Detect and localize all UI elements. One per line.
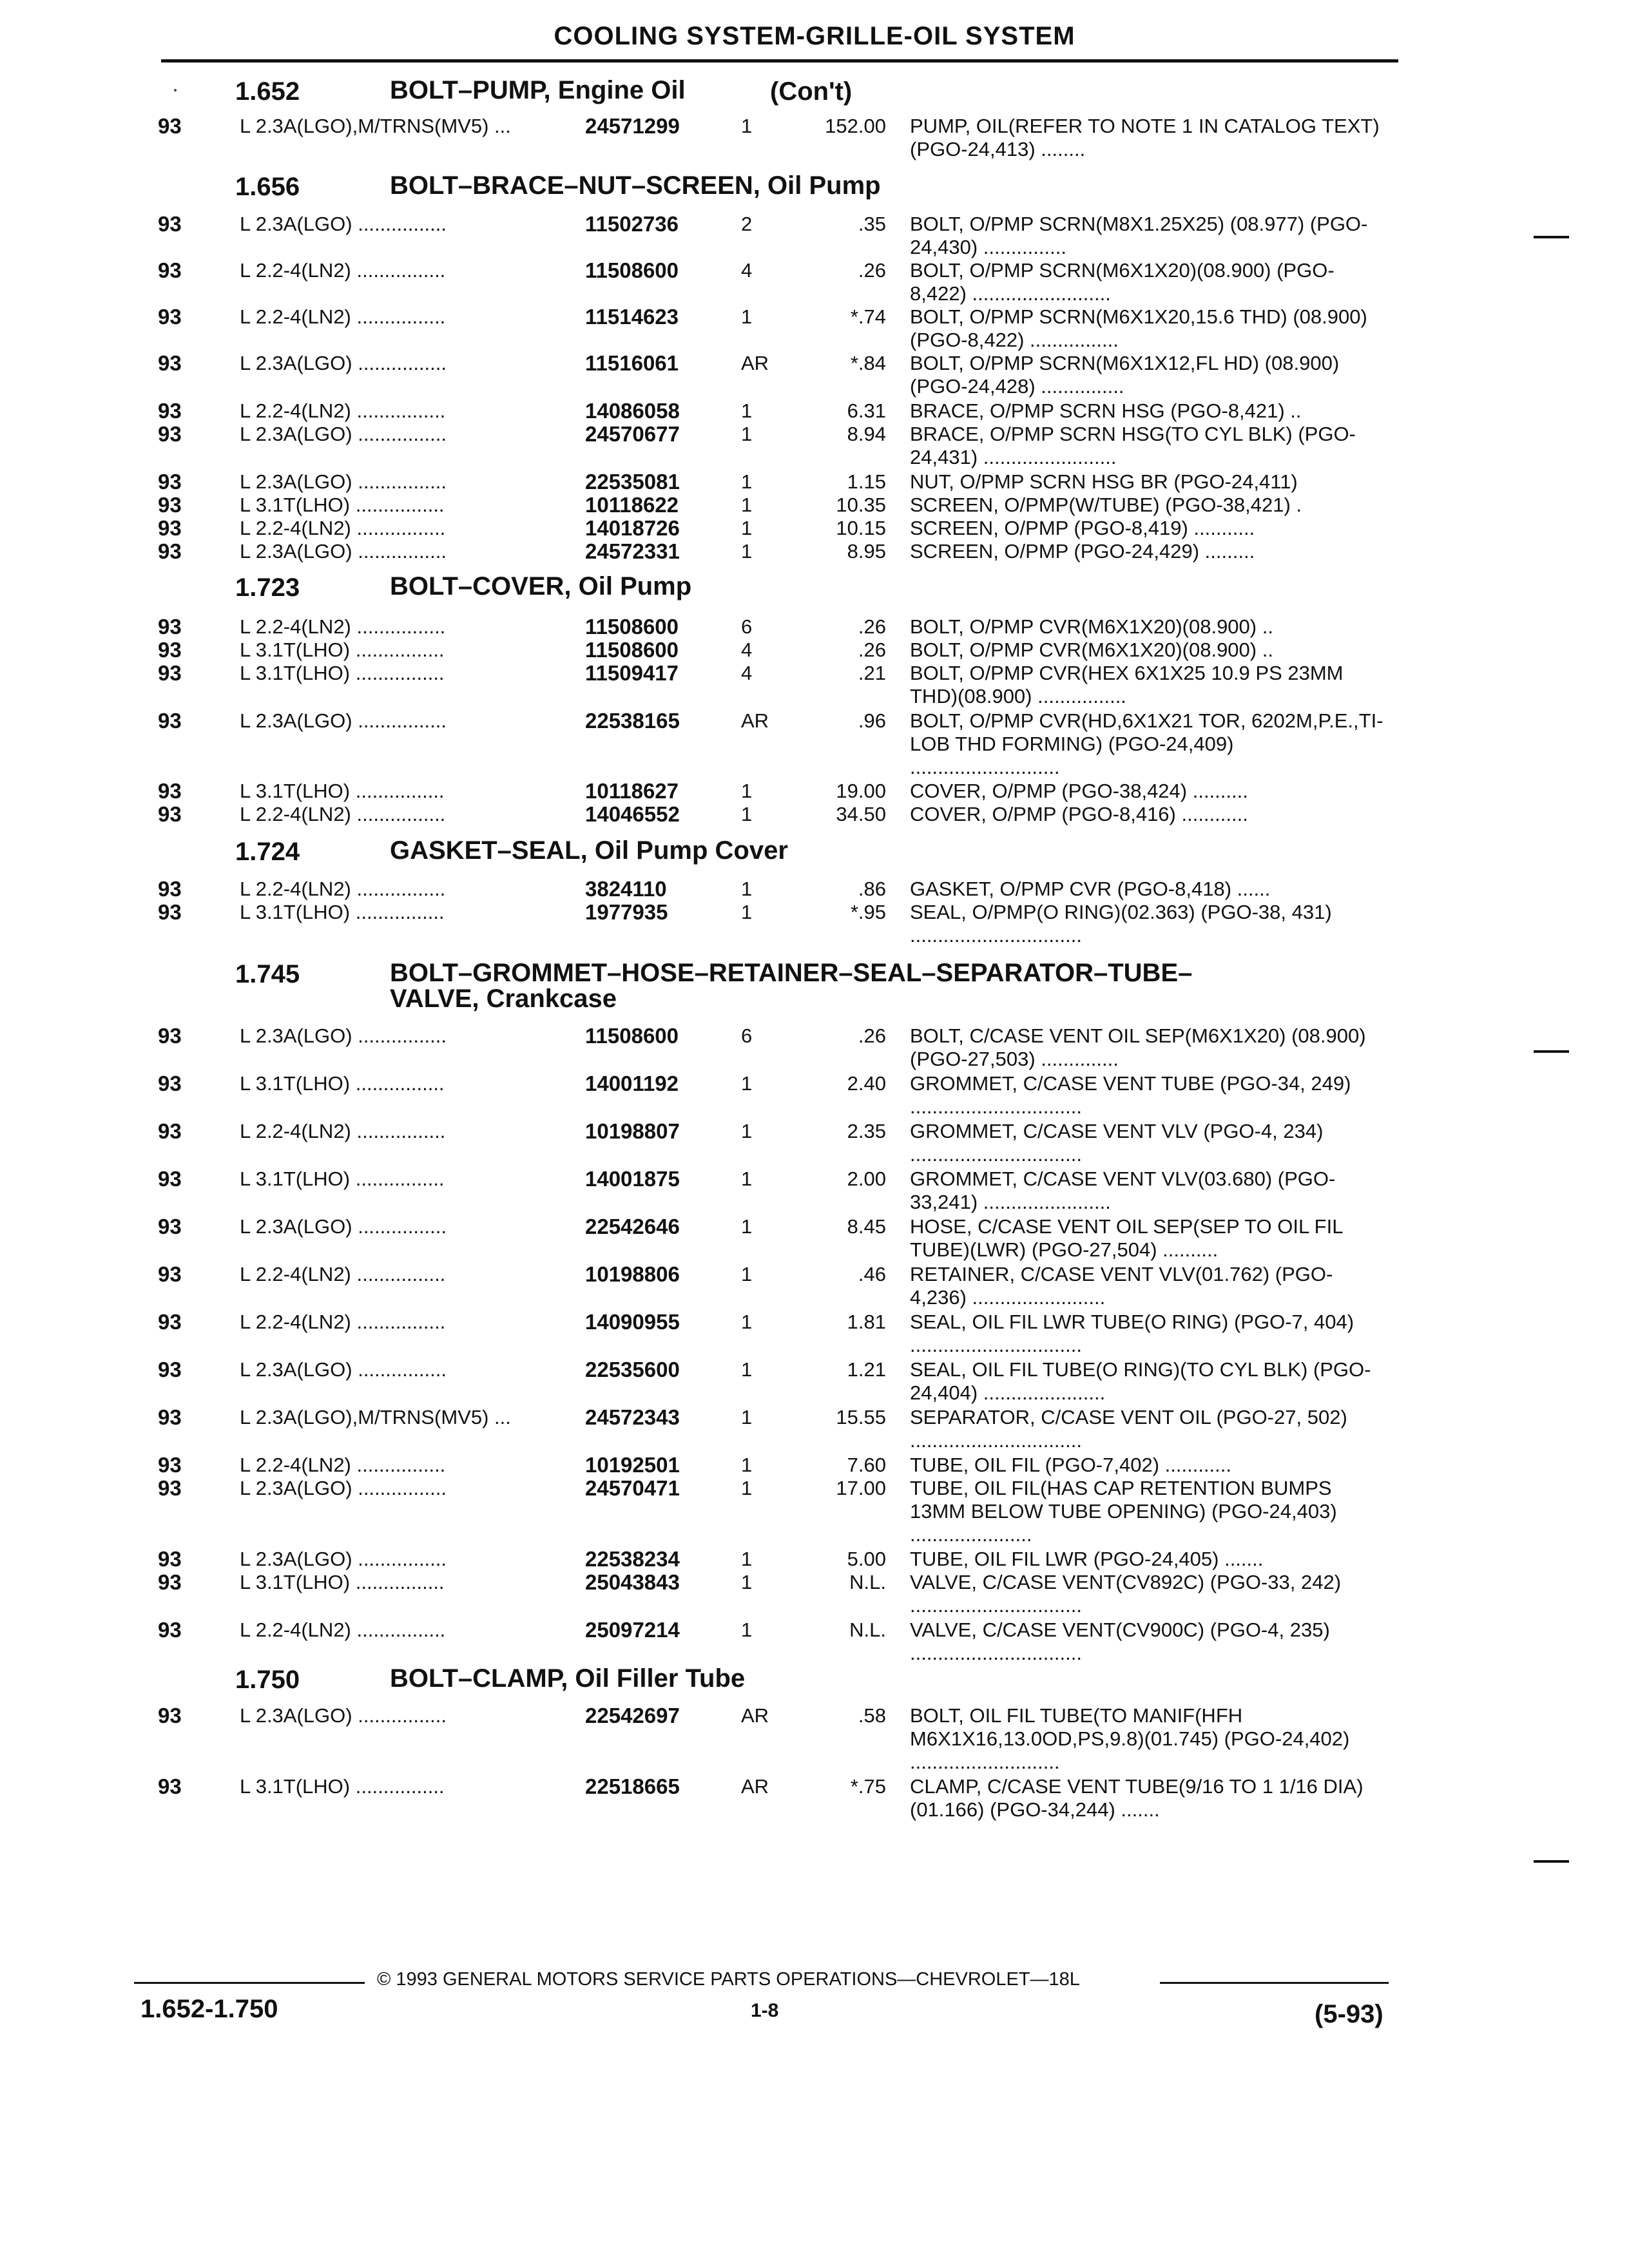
application: L 2.2-4(LN2) ................ <box>240 615 446 638</box>
description: TUBE, OIL FIL(HAS CAP RETENTION BUMPS 13MM BELOW TUBE OPENING) (PGO-24,403) ...................... <box>910 1477 1337 1546</box>
section-number: 1.723 <box>235 573 300 602</box>
description: GASKET, O/PMP CVR (PGO-8,418) ...... <box>910 878 1271 900</box>
price: 8.94 <box>847 423 886 445</box>
section-number: 1.724 <box>235 838 300 866</box>
quantity: 4 <box>741 662 753 684</box>
quantity: 1 <box>741 399 753 422</box>
part-number: 22538165 <box>585 709 680 733</box>
application: L 2.3A(LGO) ................ <box>240 423 447 445</box>
application: L 3.1T(LHO) ................ <box>240 1775 445 1798</box>
application: L 3.1T(LHO) ................ <box>240 639 445 661</box>
quantity: 1 <box>741 878 753 900</box>
quantity: AR <box>741 1775 769 1798</box>
quantity: 6 <box>741 1024 753 1047</box>
application: L 2.3A(LGO) ................ <box>240 1477 447 1499</box>
application: L 2.3A(LGO) ................ <box>240 1704 447 1727</box>
description: GROMMET, C/CASE VENT VLV (PGO-4, 234) ............................... <box>910 1120 1324 1166</box>
description: SEAL, OIL FIL TUBE(O RING)(TO CYL BLK) (PGO-24,404) ...................... <box>910 1358 1371 1404</box>
model-year: 93 <box>158 516 182 540</box>
description: SEPARATOR, C/CASE VENT OIL (PGO-27, 502) ............................... <box>910 1406 1347 1452</box>
price: 1.81 <box>847 1311 886 1333</box>
price: .26 <box>858 615 886 638</box>
quantity: AR <box>741 1704 769 1727</box>
price: 7.60 <box>847 1454 886 1476</box>
price: .21 <box>858 662 886 684</box>
part-number: 22518665 <box>585 1774 680 1798</box>
section-title: GASKET–SEAL, Oil Pump Cover <box>390 836 788 865</box>
quantity: 1 <box>741 1477 753 1499</box>
model-year: 93 <box>158 1405 182 1429</box>
section-header <box>0 77 1629 110</box>
part-number: 14086058 <box>585 399 680 423</box>
part-number: 24570471 <box>585 1476 680 1500</box>
description: COVER, O/PMP (PGO-38,424) .......... <box>910 780 1248 802</box>
price: .26 <box>858 1024 886 1047</box>
application: L 2.3A(LGO),M/TRNS(MV5) ... <box>240 115 511 137</box>
price: 15.55 <box>836 1406 886 1428</box>
part-number: 10118622 <box>585 493 679 517</box>
application: L 2.2-4(LN2) ................ <box>240 1120 446 1142</box>
quantity: 1 <box>741 1454 753 1476</box>
description: SEAL, O/PMP(O RING)(02.363) (PGO-38, 431) ............................... <box>910 901 1332 947</box>
part-number: 11516061 <box>585 351 679 375</box>
price: *.74 <box>850 305 886 328</box>
model-year: 93 <box>158 1547 182 1571</box>
quantity: 1 <box>741 540 753 562</box>
application: L 3.1T(LHO) ................ <box>240 901 445 923</box>
footer-copyright: © 1993 GENERAL MOTORS SERVICE PARTS OPERATIONS—CHEVROLET—18L <box>377 1969 1080 1990</box>
quantity: 1 <box>741 1571 753 1593</box>
description: BOLT, O/PMP CVR(M6X1X20)(08.900) .. <box>910 615 1273 638</box>
application: L 2.3A(LGO) ................ <box>240 1358 447 1381</box>
part-number: 22538234 <box>585 1547 680 1571</box>
application: L 2.3A(LGO) ................ <box>240 540 447 562</box>
description: BOLT, O/PMP SCRN(M6X1X12,FL HD) (08.900) (PGO-24,428) ............... <box>910 352 1340 398</box>
footer-date: (5-93) <box>1315 2000 1383 2028</box>
application: L 2.2-4(LN2) ................ <box>240 878 446 900</box>
price: N.L. <box>849 1619 886 1641</box>
part-number: 3824110 <box>585 877 667 901</box>
model-year: 93 <box>158 900 182 924</box>
description: GROMMET, C/CASE VENT VLV(03.680) (PGO-33,241) ....................... <box>910 1168 1336 1213</box>
description: BRACE, O/PMP SCRN HSG (PGO-8,421) .. <box>910 399 1302 422</box>
model-year: 93 <box>158 1024 182 1048</box>
model-year: 93 <box>158 351 182 375</box>
quantity: 1 <box>741 780 753 802</box>
price: 2.35 <box>847 1120 886 1142</box>
model-year: 93 <box>158 258 182 282</box>
section-title: BOLT–CLAMP, Oil Filler Tube <box>390 1664 746 1693</box>
application: L 2.3A(LGO) ................ <box>240 1215 447 1238</box>
part-number: 11509417 <box>585 661 679 685</box>
model-year: 93 <box>158 1167 182 1191</box>
part-number: 24572331 <box>585 539 680 563</box>
model-year: 93 <box>158 114 182 138</box>
model-year: 93 <box>158 1774 182 1798</box>
price: *.84 <box>850 352 886 374</box>
description: BOLT, C/CASE VENT OIL SEP(M6X1X20) (08.900) (PGO-27,503) .............. <box>910 1024 1366 1070</box>
application: L 2.2-4(LN2) ................ <box>240 1619 446 1641</box>
application: L 2.3A(LGO) ................ <box>240 1024 447 1047</box>
model-year: 93 <box>158 661 182 685</box>
price: 10.15 <box>836 517 886 539</box>
model-year: 93 <box>158 1119 182 1143</box>
price: 6.31 <box>847 399 886 422</box>
description: BOLT, O/PMP CVR(M6X1X20)(08.900) .. <box>910 639 1273 661</box>
model-year: 93 <box>158 1310 182 1334</box>
application: L 2.3A(LGO) ................ <box>240 352 447 374</box>
price: .26 <box>858 259 886 282</box>
model-year: 93 <box>158 1262 182 1286</box>
description: BOLT, O/PMP CVR(HEX 6X1X25 10.9 PS 23MM THD)(08.900) ................ <box>910 662 1344 707</box>
price: *.95 <box>850 901 886 923</box>
part-number: 24571299 <box>585 114 680 138</box>
part-number: 14001192 <box>585 1072 679 1095</box>
price: 19.00 <box>836 780 886 802</box>
description: BRACE, O/PMP SCRN HSG(TO CYL BLK) (PGO-24,431) ........................ <box>910 423 1356 468</box>
application: L 3.1T(LHO) ................ <box>240 780 445 802</box>
model-year: 93 <box>158 399 182 423</box>
application: L 2.2-4(LN2) ................ <box>240 399 446 422</box>
part-number: 11508600 <box>585 1024 679 1048</box>
description: SCREEN, O/PMP (PGO-24,429) ......... <box>910 540 1255 562</box>
description: PUMP, OIL(REFER TO NOTE 1 IN CATALOG TEXT) (PGO-24,413) ........ <box>910 115 1380 160</box>
quantity: 1 <box>741 1120 753 1142</box>
description: SCREEN, O/PMP(W/TUBE) (PGO-38,421) . <box>910 494 1302 516</box>
part-number: 25097214 <box>585 1618 680 1642</box>
part-number: 10118627 <box>585 779 679 803</box>
part-number: 22535081 <box>585 470 680 494</box>
section-header <box>0 959 1629 1013</box>
margin-mark <box>1534 236 1569 238</box>
quantity: 4 <box>741 639 753 661</box>
model-year: 93 <box>158 709 182 733</box>
description: BOLT, OIL FIL TUBE(TO MANIF(HFH M6X1X16,13.0OD,PS,9.8)(01.745) (PGO-24,402) ........................... <box>910 1704 1350 1773</box>
price: .35 <box>858 213 886 235</box>
part-number: 22535600 <box>585 1358 680 1381</box>
part-number: 11508600 <box>585 258 679 282</box>
description: GROMMET, C/CASE VENT TUBE (PGO-34, 249) ............................... <box>910 1072 1351 1118</box>
price: .58 <box>858 1704 886 1727</box>
footer-range: 1.652-1.750 <box>140 1995 278 2023</box>
description: VALVE, C/CASE VENT(CV900C) (PGO-4, 235) ............................... <box>910 1619 1330 1664</box>
quantity: 1 <box>741 1168 753 1190</box>
section-number: 1.652 <box>235 77 300 106</box>
application: L 3.1T(LHO) ................ <box>240 1072 445 1095</box>
model-year: 93 <box>158 1072 182 1095</box>
description: CLAMP, C/CASE VENT TUBE(9/16 TO 1 1/16 DIA)(01.166) (PGO-34,244) ....... <box>910 1775 1364 1821</box>
part-number: 11502736 <box>585 212 679 236</box>
page-title: COOLING SYSTEM-GRILLE-OIL SYSTEM <box>554 22 1075 50</box>
model-year: 93 <box>158 802 182 826</box>
price: *.75 <box>850 1775 886 1798</box>
quantity: 1 <box>741 1263 753 1285</box>
quantity: 1 <box>741 1311 753 1333</box>
quantity: AR <box>741 352 769 374</box>
model-year: 93 <box>158 1358 182 1381</box>
quantity: 1 <box>741 423 753 445</box>
footer-rule-right <box>1160 1982 1389 1984</box>
model-year: 93 <box>158 212 182 236</box>
part-number: 24570677 <box>585 422 680 446</box>
section-title: BOLT–COVER, Oil Pump <box>390 572 692 601</box>
description: VALVE, C/CASE VENT(CV892C) (PGO-33, 242) ............................... <box>910 1571 1342 1617</box>
quantity: 1 <box>741 1406 753 1428</box>
quantity: AR <box>741 709 769 732</box>
model-year: 93 <box>158 1476 182 1500</box>
quantity: 1 <box>741 1215 753 1238</box>
section-header <box>0 838 1629 870</box>
part-number: 22542697 <box>585 1704 680 1727</box>
part-number: 14090955 <box>585 1310 680 1334</box>
footer-rule-left <box>134 1982 365 1984</box>
part-number: 25043843 <box>585 1570 680 1594</box>
quantity: 1 <box>741 901 753 923</box>
application: L 2.2-4(LN2) ................ <box>240 517 446 539</box>
description: COVER, O/PMP (PGO-8,416) ............ <box>910 803 1248 825</box>
quantity: 1 <box>741 115 753 137</box>
quantity: 1 <box>741 517 753 539</box>
part-number: 10192501 <box>585 1453 680 1477</box>
quantity: 4 <box>741 259 753 282</box>
section-title: BOLT–GROMMET–HOSE–RETAINER–SEAL–SEPARATOR–TUBE–VALVE, Crankcase <box>390 959 1193 1013</box>
price: N.L. <box>849 1571 886 1593</box>
section-title: BOLT–BRACE–NUT–SCREEN, Oil Pump <box>390 171 881 200</box>
model-year: 93 <box>158 1570 182 1594</box>
price: .96 <box>858 709 886 732</box>
quantity: 1 <box>741 1548 753 1570</box>
quantity: 1 <box>741 305 753 328</box>
part-number: 14001875 <box>585 1167 680 1191</box>
application: L 2.2-4(LN2) ................ <box>240 1454 446 1476</box>
description: HOSE, C/CASE VENT OIL SEP(SEP TO OIL FIL TUBE)(LWR) (PGO-27,504) .......... <box>910 1215 1343 1261</box>
model-year: 93 <box>158 1704 182 1727</box>
margin-mark <box>1534 1860 1569 1863</box>
price: 17.00 <box>836 1477 886 1499</box>
application: L 3.1T(LHO) ................ <box>240 1168 445 1190</box>
quantity: 1 <box>741 494 753 516</box>
margin-mark <box>1534 1050 1569 1053</box>
price: 34.50 <box>836 803 886 825</box>
model-year: 93 <box>158 470 182 494</box>
section-number: 1.750 <box>235 1666 300 1694</box>
part-number: 24572343 <box>585 1405 680 1429</box>
quantity: 1 <box>741 470 753 493</box>
application: L 2.2-4(LN2) ................ <box>240 1311 446 1333</box>
model-year: 93 <box>158 1453 182 1477</box>
model-year: 93 <box>158 779 182 803</box>
footer-page-number: 1-8 <box>751 2000 779 2021</box>
application: L 2.2-4(LN2) ................ <box>240 1263 446 1285</box>
part-number: 11508600 <box>585 615 679 639</box>
description: BOLT, O/PMP SCRN(M8X1.25X25) (08.977) (PGO-24,430) ............... <box>910 213 1368 258</box>
description: RETAINER, C/CASE VENT VLV(01.762) (PGO-4,236) ........................ <box>910 1263 1333 1309</box>
description: SEAL, OIL FIL LWR TUBE(O RING) (PGO-7, 404) ............................... <box>910 1311 1354 1356</box>
description: SCREEN, O/PMP (PGO-8,419) ........... <box>910 517 1255 539</box>
section-header <box>0 173 1629 205</box>
application: L 3.1T(LHO) ................ <box>240 662 445 684</box>
application: L 2.3A(LGO) ................ <box>240 470 447 493</box>
price: 1.21 <box>847 1358 886 1381</box>
model-year: 93 <box>158 493 182 517</box>
section-header <box>0 573 1629 606</box>
quantity: 1 <box>741 803 753 825</box>
application: L 2.3A(LGO) ................ <box>240 1548 447 1570</box>
application: L 3.1T(LHO) ................ <box>240 1571 445 1593</box>
part-number: 14018726 <box>585 516 680 540</box>
description: BOLT, O/PMP CVR(HD,6X1X21 TOR, 6202M,P.E.,TI-LOB THD FORMING) (PGO-24,409) ........................... <box>910 709 1383 778</box>
quantity: 1 <box>741 1358 753 1381</box>
description: TUBE, OIL FIL LWR (PGO-24,405) ....... <box>910 1548 1264 1570</box>
description: TUBE, OIL FIL (PGO-7,402) ............ <box>910 1454 1231 1476</box>
price: 152.00 <box>825 115 886 137</box>
application: L 2.3A(LGO) ................ <box>240 709 447 732</box>
price: 8.45 <box>847 1215 886 1238</box>
description: BOLT, O/PMP SCRN(M6X1X20)(08.900) (PGO-8,422) ......................... <box>910 259 1335 305</box>
section-number: 1.656 <box>235 173 300 201</box>
section-header <box>0 1666 1629 1698</box>
model-year: 93 <box>158 1215 182 1238</box>
application: L 2.2-4(LN2) ................ <box>240 803 446 825</box>
model-year: 93 <box>158 638 182 662</box>
price: 10.35 <box>836 494 886 516</box>
model-year: 93 <box>158 1618 182 1642</box>
part-number: 22542646 <box>585 1215 680 1238</box>
application: L 2.3A(LGO) ................ <box>240 213 447 235</box>
application: L 2.2-4(LN2) ................ <box>240 305 446 328</box>
quantity: 2 <box>741 213 753 235</box>
model-year: 93 <box>158 877 182 901</box>
application: L 2.3A(LGO),M/TRNS(MV5) ... <box>240 1406 511 1428</box>
application: L 2.2-4(LN2) ................ <box>240 259 446 282</box>
price: 2.00 <box>847 1168 886 1190</box>
part-number: 10198806 <box>585 1262 680 1286</box>
description: BOLT, O/PMP SCRN(M6X1X20,15.6 THD) (08.900) (PGO-8,422) ................ <box>910 305 1367 351</box>
model-year: 93 <box>158 615 182 639</box>
model-year: 93 <box>158 305 182 329</box>
description: NUT, O/PMP SCRN HSG BR (PGO-24,411) <box>910 470 1298 493</box>
model-year: 93 <box>158 539 182 563</box>
price: 5.00 <box>847 1548 886 1570</box>
quantity: 6 <box>741 615 753 638</box>
price: 1.15 <box>847 470 886 493</box>
part-number: 11514623 <box>585 305 679 329</box>
price: .86 <box>858 878 886 900</box>
quantity: 1 <box>741 1619 753 1641</box>
section-continued: (Con't) <box>770 77 853 106</box>
part-number: 10198807 <box>585 1119 680 1143</box>
section-title: BOLT–PUMP, Engine Oil <box>390 76 686 104</box>
price: .26 <box>858 639 886 661</box>
model-year: 93 <box>158 422 182 446</box>
quantity: 1 <box>741 1072 753 1095</box>
price: 8.95 <box>847 540 886 562</box>
price: .46 <box>858 1263 886 1285</box>
part-number: 1977935 <box>585 900 668 924</box>
part-number: 11508600 <box>585 638 679 662</box>
application: L 3.1T(LHO) ................ <box>240 494 445 516</box>
section-number: 1.745 <box>235 960 300 988</box>
price: 2.40 <box>847 1072 886 1095</box>
part-number: 14046552 <box>585 802 680 826</box>
